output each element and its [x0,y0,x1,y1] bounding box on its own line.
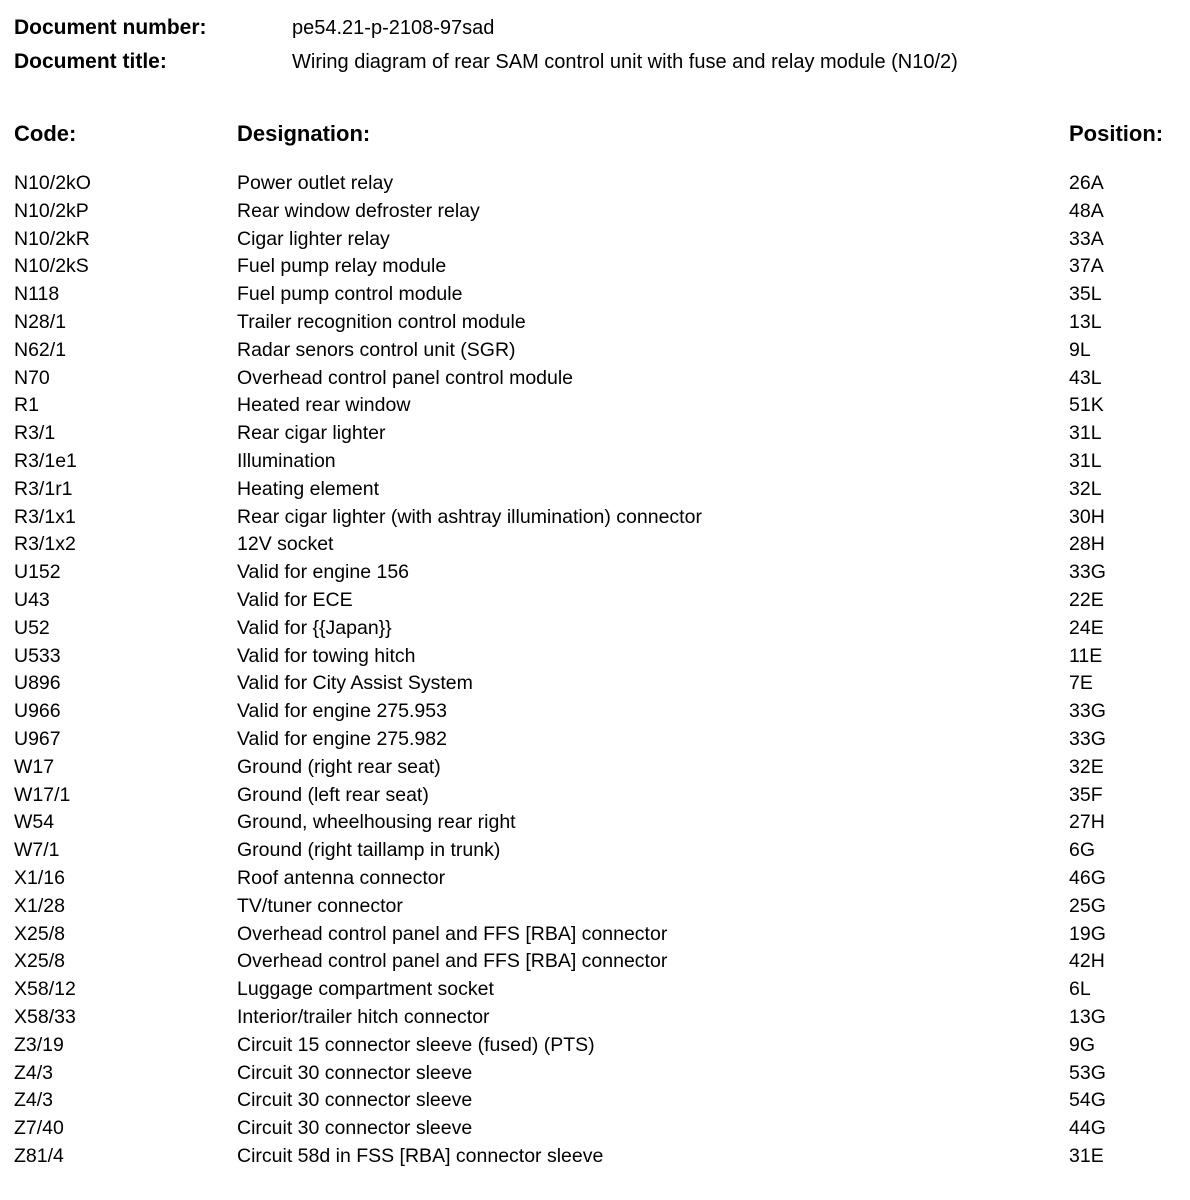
code-cell: Z4/3 [14,1089,54,1112]
position-cell: 32E [1069,755,1104,778]
code-cell: N10/2kR [14,227,90,250]
position-cell: 24E [1069,616,1104,639]
document-title-value: Wiring diagram of rear SAM control unit with fuse and relay module (N10/2) [292,50,958,73]
designation-cell: Heating element [237,477,380,500]
position-cell: 53G [1069,1061,1106,1084]
designation-cell: TV/tuner connector [237,894,403,917]
designation-cell: Valid for {{Japan}} [237,616,392,639]
position-cell: 31L [1069,422,1102,445]
designation-cell: Rear window defroster relay [237,199,480,222]
table-row [0,1004,1190,1032]
table-row [0,559,1190,587]
designation-cell: Circuit 30 connector sleeve [237,1117,473,1140]
code-cell: N28/1 [14,310,67,333]
code-cell: R1 [14,394,39,417]
designation-cell: Circuit 30 connector sleeve [237,1089,473,1112]
table-row [0,337,1190,365]
designation-cell: Valid for City Assist System [237,672,473,695]
position-cell: 51K [1069,394,1104,417]
code-cell: U966 [14,700,61,723]
position-cell: 46G [1069,866,1106,889]
position-cell: 28H [1069,533,1105,556]
designation-cell: Trailer recognition control module [237,310,526,333]
table-row [0,893,1190,921]
table-row [0,587,1190,615]
designation-cell: Power outlet relay [237,172,394,194]
table-row [0,365,1190,393]
designation-cell: Illumination [237,449,336,472]
designation-cell: 12V socket [237,533,334,556]
position-cell: 35F [1069,783,1103,806]
position-cell: 22E [1069,588,1104,611]
designation-cell: Ground (right taillamp in trunk) [237,839,501,862]
position-cell: 43L [1069,366,1102,389]
code-cell: N10/2kS [14,255,89,278]
table-row [0,754,1190,782]
table-row [0,921,1190,949]
column-header-designation: Designation: [237,121,371,146]
designation-cell: Roof antenna connector [237,866,446,889]
code-cell: R3/1e1 [14,449,77,472]
position-cell: 33G [1069,561,1106,584]
position-cell: 19G [1069,922,1106,945]
table-row [0,170,1190,198]
code-cell: U152 [14,561,61,584]
table-row [0,809,1190,837]
position-cell: 13L [1069,310,1102,333]
designation-cell: Radar senors control unit (SGR) [237,338,516,361]
document-title-label: Document title: [14,50,167,73]
code-cell: R3/1x1 [14,505,76,528]
designation-cell: Rear cigar lighter [237,422,386,445]
position-cell: 33A [1069,227,1104,250]
code-cell: Z4/3 [14,1061,54,1084]
code-cell: X1/16 [14,866,65,889]
position-cell: 48A [1069,199,1104,222]
code-cell: W17 [14,755,55,778]
table-row [0,1060,1190,1088]
position-cell: 44G [1069,1117,1106,1140]
document-number-row [14,14,494,42]
designation-cell: Valid for towing hitch [237,644,416,667]
table-row [0,976,1190,1004]
code-cell: N10/2kO [14,172,91,194]
position-cell: 33G [1069,727,1106,750]
column-header-code: Code: [14,121,77,146]
table-row [0,392,1190,420]
code-cell: N118 [14,283,60,306]
position-cell: 33G [1069,700,1106,723]
code-cell: U896 [14,672,61,695]
table-row [0,226,1190,254]
table-row [0,865,1190,893]
table-row [0,309,1190,337]
code-cell: R3/1x2 [14,533,76,556]
table-row [0,198,1190,226]
designation-cell: Valid for ECE [237,588,353,611]
position-cell: 9G [1069,1033,1096,1056]
code-cell: Z3/19 [14,1033,64,1056]
table-row [0,253,1190,281]
position-cell: 37A [1069,255,1104,278]
position-cell: 27H [1069,811,1105,834]
code-cell: N62/1 [14,338,67,361]
position-cell: 30H [1069,505,1105,528]
position-cell: 31E [1069,1144,1104,1167]
code-cell: X58/12 [14,978,76,1001]
designation-cell: Valid for engine 275.953 [237,700,447,723]
code-cell: U43 [14,588,50,611]
position-cell: 35L [1069,283,1102,306]
designation-cell: Interior/trailer hitch connector [237,1005,490,1028]
code-cell: W17/1 [14,783,71,806]
position-cell: 26A [1069,172,1104,194]
code-cell: Z81/4 [14,1144,64,1167]
designation-cell: Luggage compartment socket [237,978,494,1001]
position-cell: 9L [1069,338,1091,361]
table-row [0,615,1190,643]
position-cell: 54G [1069,1089,1106,1112]
code-cell: U52 [14,616,50,639]
column-header-position: Position: [1069,121,1164,146]
table-row [0,531,1190,559]
table-row [0,504,1190,532]
code-cell: Z7/40 [14,1117,64,1140]
code-cell: R3/1 [14,422,56,445]
document-number-value: pe54.21-p-2108-97sad [292,16,495,39]
code-cell: U967 [14,727,61,750]
table-row [0,476,1190,504]
designation-cell: Ground (right rear seat) [237,755,441,778]
position-cell: 11E [1069,644,1103,667]
code-cell: N70 [14,366,50,389]
designation-cell: Fuel pump relay module [237,255,447,278]
table-row [0,948,1190,976]
table-row [0,420,1190,448]
table-row [0,448,1190,476]
table-row [0,1115,1190,1143]
designation-cell: Valid for engine 156 [237,561,410,584]
code-cell: N10/2kP [14,199,89,222]
designation-cell: Rear cigar lighter (with ashtray illumination) connector [237,505,702,528]
designation-cell: Ground (left rear seat) [237,783,429,806]
position-cell: 42H [1069,950,1105,973]
position-cell: 31L [1069,449,1102,472]
designation-cell: Valid for engine 275.982 [237,727,447,750]
designation-cell: Overhead control panel and FFS [RBA] connector [237,922,668,945]
designation-cell: Ground, wheelhousing rear right [237,811,516,834]
designation-cell: Overhead control panel and FFS [RBA] connector [237,950,668,973]
position-cell: 6L [1069,978,1091,1001]
table-row [0,281,1190,309]
code-cell: W54 [14,811,55,834]
table-row [0,698,1190,726]
table-row [0,726,1190,754]
position-cell: 13G [1069,1005,1106,1028]
table-row [0,643,1190,671]
position-cell: 32L [1069,477,1102,500]
position-cell: 25G [1069,894,1106,917]
designation-cell: Cigar lighter relay [237,227,390,250]
designation-cell: Circuit 58d in FSS [RBA] connector sleeve [237,1144,604,1167]
position-cell: 7E [1069,672,1093,695]
document-title-row [14,48,958,76]
table-row [0,837,1190,865]
code-cell: X58/33 [14,1005,76,1028]
designation-cell: Fuel pump control module [237,283,463,306]
position-cell: 6G [1069,839,1096,862]
code-cell: X25/8 [14,922,65,945]
designation-cell: Heated rear window [237,394,411,417]
component-table [0,170,1190,1171]
table-row [0,670,1190,698]
code-cell: X25/8 [14,950,65,973]
code-cell: R3/1r1 [14,477,73,500]
table-row [0,1032,1190,1060]
designation-cell: Circuit 15 connector sleeve (fused) (PTS) [237,1033,595,1056]
code-cell: W7/1 [14,839,60,862]
document-number-label: Document number: [14,16,207,39]
code-cell: U533 [14,644,61,667]
code-cell: X1/28 [14,894,65,917]
designation-cell: Overhead control panel control module [237,366,574,389]
table-row [0,782,1190,810]
designation-cell: Circuit 30 connector sleeve [237,1061,473,1084]
table-row [0,1143,1190,1171]
table-row [0,1087,1190,1115]
